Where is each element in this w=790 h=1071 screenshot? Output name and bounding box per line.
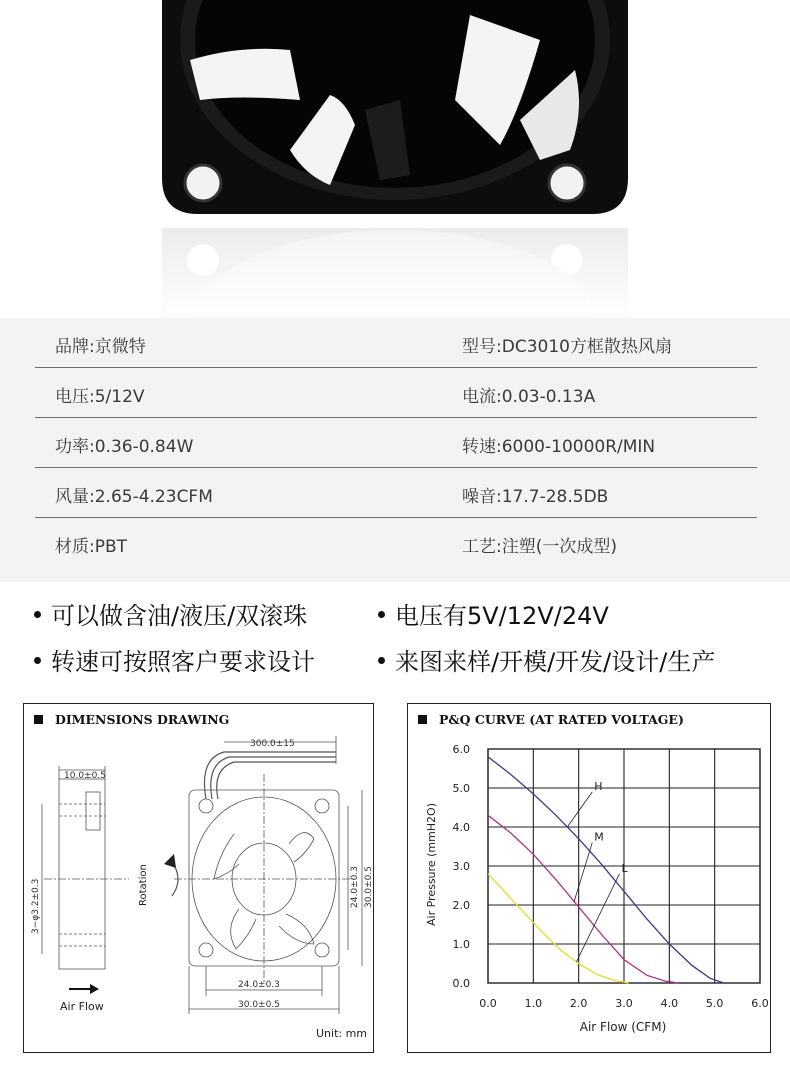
spec-row <box>35 318 757 368</box>
spec-airflow: 风量:2.65-4.23CFM <box>55 487 213 507</box>
curve-M <box>488 815 678 983</box>
spec-speed: 转速:6000-10000R/MIN <box>462 437 656 457</box>
y-tick-label: 5.0 <box>452 782 470 795</box>
y-tick-label: 6.0 <box>452 743 470 756</box>
feature-text: 可以做含油/液压/双滚珠 <box>51 602 308 630</box>
x-tick-label: 3.0 <box>615 997 633 1010</box>
frame-size-v-label: 30.0±0.5 <box>364 866 374 908</box>
spec-table <box>0 318 790 582</box>
dimensions-drawing-panel <box>23 703 374 1053</box>
spec-model: 型号:DC3010方框散热风扇 <box>462 337 672 357</box>
bullet-icon <box>34 611 41 618</box>
series-label: M <box>594 830 604 844</box>
frame-size-h-label: 30.0±0.5 <box>238 1000 280 1010</box>
spec-row <box>35 368 757 418</box>
series-label: L <box>621 861 628 875</box>
y-tick-label: 3.0 <box>452 860 470 873</box>
cable-length-label: 300.0±15 <box>250 739 295 749</box>
y-axis-label: Air Pressure (mmH2O) <box>425 802 438 926</box>
series-leader-line <box>567 792 592 827</box>
x-tick-label: 4.0 <box>660 997 679 1010</box>
feature-item <box>378 596 609 631</box>
spec-process: 工艺:注塑(一次成型) <box>462 537 617 557</box>
bullet-icon <box>34 657 41 664</box>
series-leader-line <box>574 843 592 902</box>
spec-row <box>35 418 757 468</box>
dimensions-title <box>34 712 229 727</box>
hole-diameter-label: 3−φ3.2±0.3 <box>31 878 41 934</box>
feature-item <box>378 642 715 677</box>
curve-L <box>488 874 629 983</box>
product-photo <box>0 0 790 318</box>
feature-item <box>34 642 315 677</box>
x-tick-label: 2.0 <box>569 997 588 1010</box>
x-tick-label: 6.0 <box>751 997 769 1010</box>
rotation-arrow-icon <box>164 854 176 868</box>
chart-ticks <box>453 743 769 1010</box>
feature-item <box>34 596 307 631</box>
unit-label: Unit: mm <box>316 1027 368 1040</box>
spec-current: 电流:0.03-0.13A <box>462 387 596 407</box>
hole-spacing-v-label: 24.0±0.3 <box>350 866 360 908</box>
airflow-label: Air Flow <box>60 1000 104 1013</box>
dimensions-drawing <box>24 704 375 1054</box>
spec-noise: 噪音:17.7-28.5DB <box>462 487 609 507</box>
spec-row <box>35 468 757 518</box>
spec-power: 功率:0.36-0.84W <box>55 437 194 457</box>
thickness-label: 10.0±0.5 <box>64 771 106 781</box>
y-tick-label: 1.0 <box>452 938 470 951</box>
spec-brand: 品牌:京微特 <box>55 337 146 357</box>
feature-text: 转速可按照客户要求设计 <box>51 648 315 676</box>
spec-voltage: 电压:5/12V <box>55 387 145 407</box>
pq-curve-title <box>418 712 684 727</box>
pq-chart <box>408 704 772 1054</box>
hole-spacing-h-label: 24.0±0.3 <box>238 980 280 990</box>
y-tick-label: 2.0 <box>452 899 470 912</box>
spec-row <box>35 518 757 568</box>
pq-curve-title-text: P&Q CURVE (AT RATED VOLTAGE) <box>439 712 684 727</box>
series-label: H <box>594 779 603 793</box>
pq-curve-panel <box>407 703 771 1053</box>
x-axis-label: Air Flow (CFM) <box>579 1020 667 1034</box>
x-tick-label: 0.0 <box>479 997 497 1010</box>
series-leader-line <box>576 874 619 962</box>
x-tick-label: 5.0 <box>705 997 724 1010</box>
dimensions-title-text: DIMENSIONS DRAWING <box>55 712 230 727</box>
curve-H <box>488 757 724 983</box>
feature-text: 来图来样/开模/开发/设计/生产 <box>395 648 716 676</box>
title-square-icon <box>34 715 43 724</box>
airflow-arrow-icon <box>69 984 99 994</box>
feature-list <box>0 582 790 700</box>
fan-product-image <box>0 0 790 318</box>
title-square-icon <box>418 715 427 724</box>
y-tick-label: 0.0 <box>452 977 470 990</box>
chart-series-group <box>488 757 724 983</box>
y-tick-label: 4.0 <box>452 821 470 834</box>
spec-material: 材质:PBT <box>55 537 128 557</box>
rotation-label: Rotation <box>138 864 149 906</box>
bullet-icon <box>378 611 385 618</box>
bullet-icon <box>378 657 385 664</box>
x-tick-label: 1.0 <box>524 997 543 1010</box>
feature-text: 电压有5V/12V/24V <box>395 602 609 630</box>
